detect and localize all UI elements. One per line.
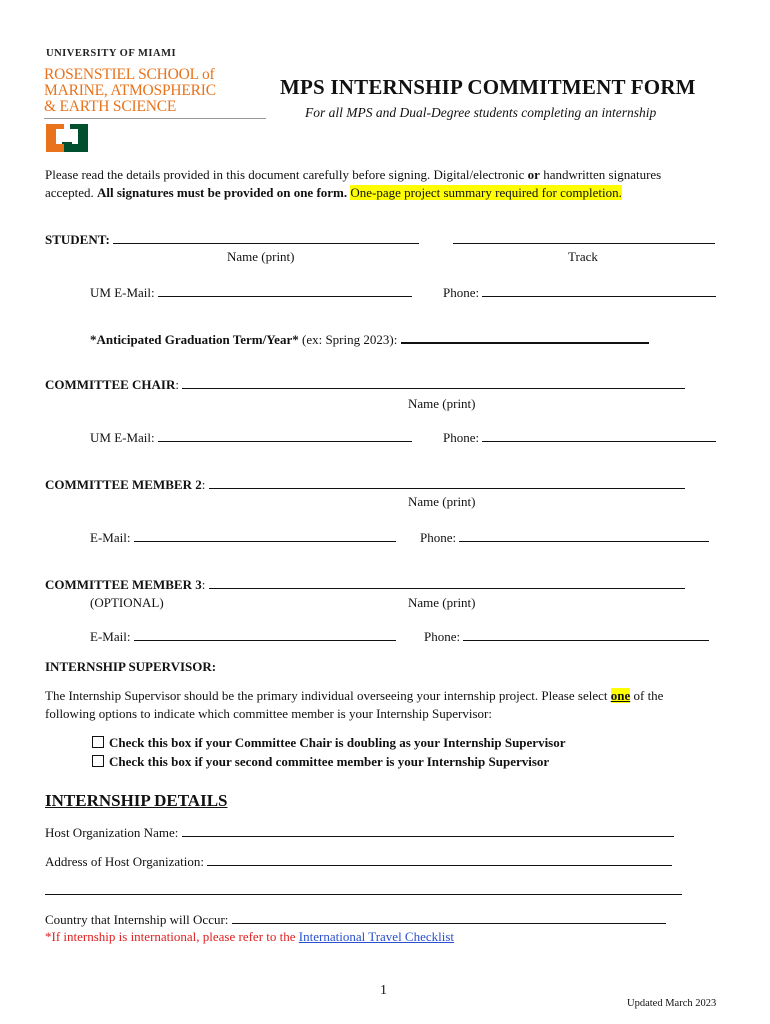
member3-optional-note: (OPTIONAL)	[90, 595, 164, 610]
supervisor-option-chair[interactable]: Check this box if your Committee Chair is doubling as your Internship Supervisor	[92, 735, 566, 751]
form-title: MPS INTERNSHIP COMMITMENT FORM	[280, 75, 696, 99]
member2-name-field[interactable]	[209, 477, 685, 489]
school-name-line-1: ROSENSTIEL SCHOOL of	[44, 66, 215, 83]
student-email-row: UM E-Mail:	[90, 285, 412, 301]
travel-checklist-link[interactable]: International Travel Checklist	[298, 929, 455, 944]
supervisor-text-line-1: The Internship Supervisor should be the primary individual overseeing your internship project. Please select one of the	[45, 688, 664, 703]
member2-phone-field[interactable]	[459, 530, 709, 542]
student-track-field[interactable]	[453, 232, 715, 244]
summary-required-highlight: One-page project summary required for completion.	[350, 185, 622, 200]
chair-email-field[interactable]	[158, 430, 412, 442]
member3-name-field[interactable]	[209, 577, 685, 589]
student-name-caption: Name (print)	[227, 249, 295, 264]
student-phone-field[interactable]	[482, 285, 716, 297]
member2-email-field[interactable]	[134, 530, 396, 542]
chair-name-caption: Name (print)	[408, 396, 476, 411]
student-email-field[interactable]	[158, 285, 412, 297]
page-number: 1	[380, 983, 387, 998]
chair-email-row: UM E-Mail:	[90, 430, 412, 446]
member3-email-field[interactable]	[134, 629, 396, 641]
checkbox-chair[interactable]	[92, 736, 104, 748]
one-highlight: one	[610, 688, 631, 703]
international-note: *If internship is international, please refer to the International Travel Checklist	[45, 929, 455, 944]
intro-line-2: accepted. All signatures must be provided on one form. One-page project summary required for completion.	[45, 185, 622, 200]
graduation-term-field[interactable]	[401, 331, 649, 344]
school-name-line-2: MARINE, ATMOSPHERIC	[44, 82, 216, 99]
updated-date: Updated March 2023	[627, 998, 717, 1009]
host-address-field[interactable]	[207, 854, 672, 866]
chair-phone-field[interactable]	[482, 430, 716, 442]
member3-row: COMMITTEE MEMBER 3:	[45, 577, 685, 593]
member2-row: COMMITTEE MEMBER 2:	[45, 477, 685, 493]
supervisor-text-line-2: following options to indicate which committee member is your Internship Supervisor:	[45, 706, 492, 721]
host-org-field[interactable]	[182, 825, 674, 837]
graduation-row: *Anticipated Graduation Term/Year* (ex: Spring 2023):	[90, 331, 649, 348]
country-field[interactable]	[232, 912, 666, 924]
checkbox-member2[interactable]	[92, 755, 104, 767]
member2-name-caption: Name (print)	[408, 494, 476, 509]
chair-row: COMMITTEE CHAIR:	[45, 377, 685, 393]
school-name-line-3: & EARTH SCIENCE	[44, 98, 177, 115]
student-label: STUDENT:	[45, 232, 110, 247]
chair-name-field[interactable]	[182, 377, 685, 389]
student-name-field[interactable]	[113, 232, 419, 244]
host-org-row: Host Organization Name:	[45, 825, 674, 841]
logo-divider	[44, 118, 266, 119]
intro-line-1: Please read the details provided in this document carefully before signing. Digital/electronic or handwritten signatures	[45, 167, 662, 182]
chair-phone-row: Phone:	[443, 430, 716, 446]
member3-phone-field[interactable]	[463, 629, 709, 641]
internship-details-heading: INTERNSHIP DETAILS	[45, 791, 228, 810]
member2-phone-row: Phone:	[420, 530, 709, 546]
supervisor-heading: INTERNSHIP SUPERVISOR:	[45, 659, 217, 674]
u-logo-icon	[46, 124, 88, 152]
form-subtitle: For all MPS and Dual-Degree students completing an internship	[305, 105, 657, 120]
student-phone-row: Phone:	[443, 285, 716, 301]
student-track-caption: Track	[568, 249, 598, 264]
host-address-row: Address of Host Organization:	[45, 854, 672, 870]
member3-name-caption: Name (print)	[408, 595, 476, 610]
student-row	[45, 232, 419, 248]
country-row: Country that Internship will Occur:	[45, 912, 666, 928]
supervisor-option-member2[interactable]: Check this box if your second committee member is your Internship Supervisor	[92, 754, 549, 770]
member3-email-row: E-Mail:	[90, 629, 396, 645]
member2-email-row: E-Mail:	[90, 530, 396, 546]
university-name: UNIVERSITY OF MIAMI	[46, 48, 177, 59]
host-address-field-line-2[interactable]	[45, 883, 682, 895]
member3-phone-row: Phone:	[424, 629, 709, 645]
